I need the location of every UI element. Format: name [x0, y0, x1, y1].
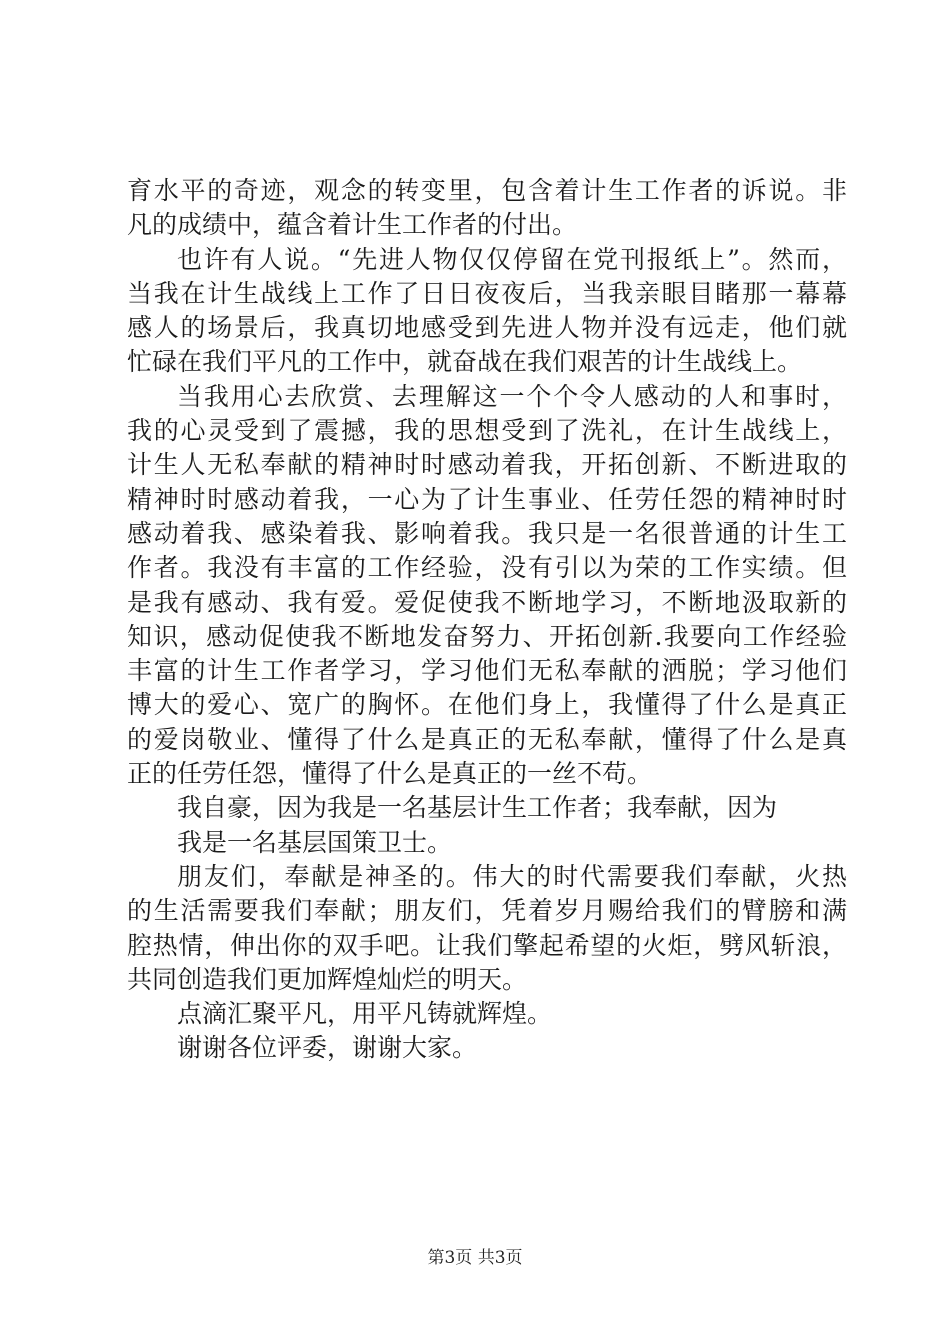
- text-line: 我的心灵受到了震撼，我的思想受到了洗礼，在计生战线上，: [127, 416, 847, 446]
- text-line: 当我在计生战线上工作了日日夜夜后，当我亲眼目睹那一幕幕: [127, 278, 847, 308]
- page-number-footer: 第3页 共3页: [427, 1248, 523, 1268]
- text-line: 谢谢各位评委，谢谢大家。: [177, 1033, 478, 1063]
- text-line: 丰富的计生工作者学习，学习他们无私奉献的洒脱；学习他们: [127, 656, 847, 686]
- text-line: 当我用心去欣赏、去理解这一个个令人感动的人和事时，: [177, 381, 847, 411]
- text-line: 忙碌在我们平凡的工作中，就奋战在我们艰苦的计生战线上。: [127, 347, 803, 377]
- text-line: 凡的成绩中，蕴含着计生工作者的付出。: [127, 210, 578, 240]
- text-line: 作者。我没有丰富的工作经验，没有引以为荣的工作实绩。但: [127, 553, 847, 583]
- text-line: 精神时时感动着我，一心为了计生事业、任劳任怨的精神时时: [127, 484, 847, 514]
- text-line: 正的任劳任怨，懂得了什么是真正的一丝不苟。: [127, 759, 653, 789]
- text-line: 点滴汇聚平凡，用平凡铸就辉煌。: [177, 999, 553, 1029]
- text-line: 我自豪，因为我是一名基层计生工作者；我奉献，因为: [177, 793, 778, 823]
- text-line: 也许有人说。“先进人物仅仅停留在党刊报纸上”。然而，: [177, 244, 847, 274]
- text-line: 计生人无私奉献的精神时时感动着我，开拓创新、不断进取的: [127, 450, 847, 480]
- text-line: 我是一名基层国策卫士。: [177, 827, 453, 857]
- text-line: 腔热情，伸出你的双手吧。让我们擎起希望的火炬，劈风斩浪，: [127, 930, 847, 960]
- text-line: 感动着我、感染着我、影响着我。我只是一名很普通的计生工: [127, 518, 847, 548]
- text-line: 博大的爱心、宽广的胸怀。在他们身上，我懂得了什么是真正: [127, 690, 847, 720]
- text-line: 朋友们，奉献是神圣的。伟大的时代需要我们奉献，火热: [177, 861, 847, 891]
- text-line: 知识，感动促使我不断地发奋努力、开拓创新.我要向工作经验: [127, 621, 847, 651]
- text-line: 的爱岗敬业、懂得了什么是真正的无私奉献，懂得了什么是真: [127, 724, 847, 754]
- body-text: [127, 174, 847, 1066]
- text-line: 感人的场景后，我真切地感受到先进人物并没有远走，他们就: [127, 313, 847, 343]
- text-line: 育水平的奇迹，观念的转变里，包含着计生工作者的诉说。非: [127, 176, 847, 205]
- text-line: 的生活需要我们奉献；朋友们，凭着岁月赐给我们的臂膀和满: [127, 896, 847, 926]
- text-line: 是我有感动、我有爱。爱促使我不断地学习，不断地汲取新的: [127, 587, 847, 617]
- text-line: 共同创造我们更加辉煌灿烂的明天。: [127, 964, 528, 994]
